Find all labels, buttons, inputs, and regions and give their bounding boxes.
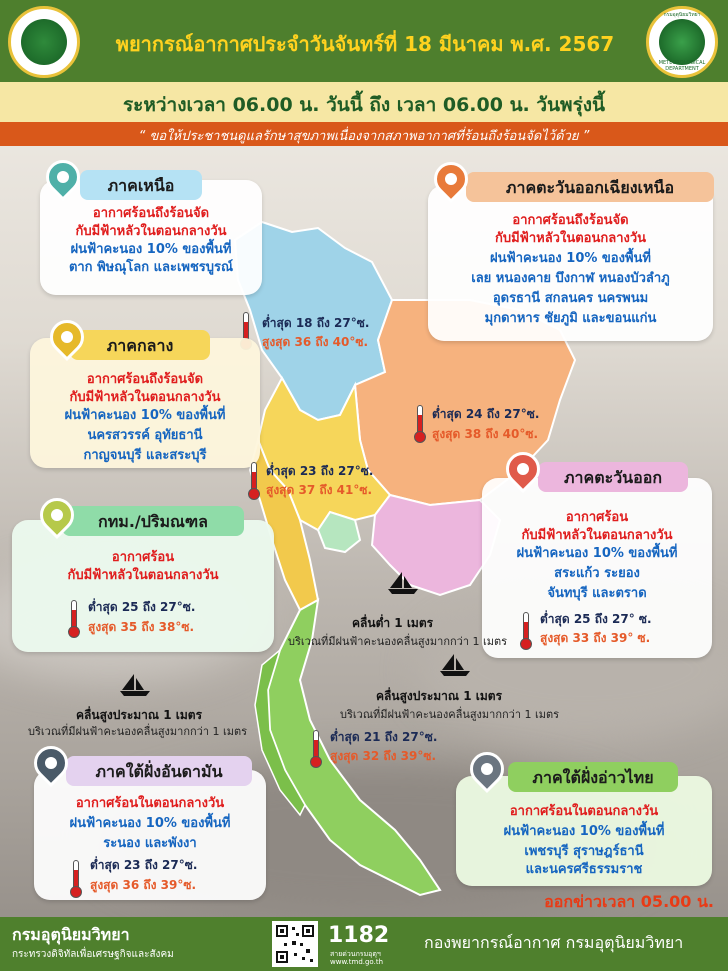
wave-gulf-lower-title: คลื่นสูงประมาณ 1 เมตร (376, 689, 503, 703)
northeast-tag: ภาคตะวันออกเฉียงเหนือ (466, 172, 714, 202)
northeast-line6: มุกดาหาร ชัยภูมิ และขอนแก่น (484, 311, 657, 326)
central-line5: กาญจนบุรี และสระบุรี (83, 448, 207, 463)
east-line2: กับมีฟ้าหลัวในตอนกลางวัน (521, 528, 673, 543)
northeast-line3: ฝนฟ้าคะนอง 10% ของพื้นที่ (490, 251, 651, 266)
central-tmax: สูงสุด 37 ถึง 41°ซ. (266, 483, 373, 497)
thermometer-icon (68, 600, 80, 638)
tmd-logo-subtext: METEOROLOGICAL DEPARTMENT (658, 60, 706, 72)
issued-time: ออกข่าวเวลา 05.00 น. (544, 892, 714, 911)
boat-icon (386, 570, 420, 596)
wave-andaman-title: คลื่นสูงประมาณ 1 เมตร (76, 708, 203, 722)
tmd-logo (646, 6, 718, 78)
footer-hotline-sub: สายด่วนกรมอุตุฯ (330, 950, 381, 958)
northeast-line5: อุดรธานี สกลนคร นครพนม (492, 291, 649, 306)
north-line4: ตาก พิษณุโลก และเพชรบูรณ์ (68, 260, 234, 275)
northeast-card (428, 185, 713, 341)
north-line2: กับมีฟ้าหลัวในตอนกลางวัน (75, 224, 227, 239)
north-tmax: สูงสุด 36 ถึง 40°ซ. (262, 335, 369, 349)
east-line4: สระแก้ว ระยอง (554, 566, 640, 581)
north-line3: ฝนฟ้าคะนอง 10% ของพื้นที่ (70, 242, 232, 257)
footer-website: www.tmd.go.th (330, 958, 383, 966)
notice-bar (0, 122, 728, 146)
central-tmin: ต่ำสุด 23 ถึง 27°ซ. (266, 464, 374, 478)
north-tag: ภาคเหนือ (80, 170, 202, 200)
central-tag: ภาคกลาง (70, 330, 210, 360)
south-andaman-line3: ระนอง และพังงา (103, 836, 197, 851)
bangkok-line2: กับมีฟ้าหลัวในตอนกลางวัน (67, 568, 219, 583)
south-gulf-tmax: สูงสุด 32 ถึง 39°ซ. (330, 749, 437, 763)
footer-org: กรมอุตุนิยมวิทยา (12, 925, 130, 944)
east-line5: จันทบุรี และตราด (547, 586, 647, 601)
bangkok-tmax: สูงสุด 35 ถึง 38°ซ. (88, 620, 195, 634)
ministry-logo (8, 6, 80, 78)
northeast-tmax: สูงสุด 38 ถึง 40°ซ. (432, 427, 539, 441)
south-andaman-line1: อากาศร้อนในตอนกลางวัน (75, 796, 225, 811)
south-andaman-tmin: ต่ำสุด 23 ถึง 27°ซ. (90, 858, 198, 872)
south-gulf-line3: เพชรบุรี สุราษฎร์ธานี (524, 844, 644, 859)
wave-gulf-lower-note: บริเวณที่มีฝนฟ้าคะนองคลื่นสูงมากกว่า 1 เมตร (340, 708, 560, 721)
south-gulf-tmin: ต่ำสุด 21 ถึง 27°ซ. (330, 730, 438, 744)
footer-ministry: กระทรวงดิจิทัลเพื่อเศรษฐกิจและสังคม (12, 949, 174, 960)
qr-code-icon[interactable] (272, 921, 318, 967)
south-gulf-tag: ภาคใต้ฝั่งอ่าวไทย (508, 762, 678, 792)
central-line3: ฝนฟ้าคะนอง 10% ของพื้นที่ (64, 408, 226, 423)
subtitle-bar (0, 82, 728, 122)
central-line2: กับมีฟ้าหลัวในตอนกลางวัน (69, 390, 221, 405)
tmd-logo-text: กรมอุตุนิยมวิทยา (663, 12, 701, 18)
page-title: พยากรณ์อากาศประจำวันจันทร์ที่ 18 มีนาคม พ.ศ. 2567 (115, 32, 615, 56)
footer-hotline: 1182 (328, 923, 390, 948)
south-andaman-tag: ภาคใต้ฝั่งอันดามัน (66, 756, 252, 786)
central-line1: อากาศร้อนถึงร้อนจัด (86, 372, 204, 387)
thermometer-icon (520, 612, 532, 650)
east-line1: อากาศร้อน (565, 510, 629, 525)
south-gulf-line2: ฝนฟ้าคะนอง 10% ของพื้นที่ (503, 824, 665, 839)
northeast-line4: เลย หนองคาย บึงกาฬ หนองบัวลำภู (471, 271, 670, 286)
east-tmax: สูงสุด 33 ถึง 39° ซ. (540, 631, 651, 645)
footer-division: กองพยากรณ์อากาศ กรมอุตุนิยมวิทยา (424, 933, 684, 952)
east-line3: ฝนฟ้าคะนอง 10% ของพื้นที่ (516, 546, 678, 561)
northeast-line1: อากาศร้อนถึงร้อนจัด (512, 213, 629, 228)
central-line4: นครสวรรค์ อุทัยธานี (87, 428, 203, 443)
east-tmin: ต่ำสุด 25 ถึง 27° ซ. (540, 612, 652, 626)
wave-andaman-note: บริเวณที่มีฝนฟ้าคะนองคลื่นสูงมากกว่า 1 เมตร (28, 725, 248, 738)
bangkok-tmin: ต่ำสุด 25 ถึง 27°ซ. (88, 600, 196, 614)
bangkok-tag: กทม./ปริมณฑล (62, 506, 244, 536)
boat-icon (438, 652, 472, 678)
south-gulf-line4: และนครศรีธรรมราช (525, 862, 643, 877)
north-line1: อากาศร้อนถึงร้อนจัด (92, 206, 210, 221)
northeast-line2: กับมีฟ้าหลัวในตอนกลางวัน (494, 231, 647, 246)
wave-gulf-upper-title: คลื่นต่ำ 1 เมตร (352, 616, 434, 630)
northeast-tmin: ต่ำสุด 24 ถึง 27°ซ. (432, 407, 540, 421)
south-andaman-tmax: สูงสุด 36 ถึง 39°ซ. (90, 878, 197, 892)
boat-icon (118, 672, 152, 698)
thermometer-icon (414, 405, 426, 443)
south-gulf-card (456, 776, 712, 886)
south-andaman-line2: ฝนฟ้าคะนอง 10% ของพื้นที่ (69, 816, 231, 831)
health-notice: “ ขอให้ประชาชนดูแลรักษาสุขภาพเนื่องจากสภาพอากาศที่ร้อนถึงร้อนจัดไว้ด้วย ” (138, 129, 590, 144)
thermometer-icon (310, 730, 322, 768)
wave-gulf-upper-note: บริเวณที่มีฝนฟ้าคะนองคลื่นสูงมากกว่า 1 เมตร (288, 635, 508, 648)
thermometer-icon (70, 860, 82, 898)
south-gulf-line1: อากาศร้อนในตอนกลางวัน (509, 804, 659, 819)
north-tmin: ต่ำสุด 18 ถึง 27°ซ. (262, 316, 370, 330)
thermometer-icon (248, 462, 260, 500)
forecast-period: ระหว่างเวลา 06.00 น. วันนี้ ถึง เวลา 06.00 น. วันพรุ่งนี้ (122, 94, 606, 116)
bangkok-line1: อากาศร้อน (111, 550, 175, 565)
header-bar (0, 0, 728, 82)
east-tag: ภาคตะวันออก (538, 462, 688, 492)
footer-bar (0, 917, 728, 971)
